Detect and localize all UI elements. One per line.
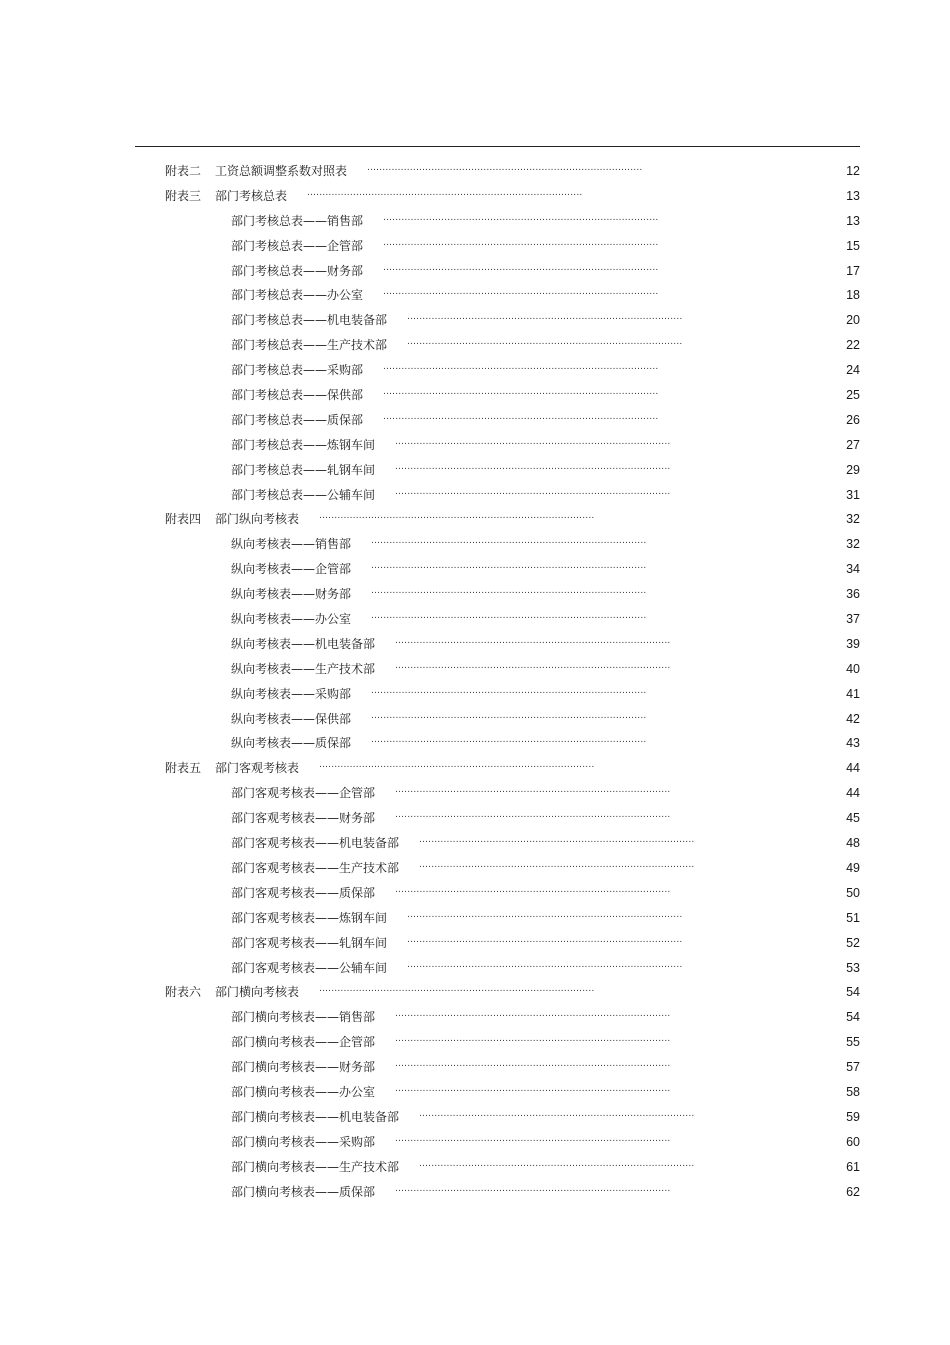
toc-entry-label (231, 1180, 375, 1205)
toc-entry-label (231, 931, 387, 956)
toc-leader-dots: .......................................................................................... (371, 611, 647, 622)
toc-entry-label (231, 1030, 375, 1055)
toc-leader-dots: .......................................................................................... (407, 959, 683, 970)
toc-leader-dots: .......................................................................................... (395, 884, 671, 895)
toc-leader-dots: .......................................................................................... (383, 411, 659, 422)
toc-leader-dots: .......................................................................................... (383, 387, 659, 398)
toc-entry-title: 部门考核总表——炼钢车间 (231, 437, 376, 452)
toc-entry-label (231, 209, 363, 234)
toc-entry-prefix: 附表二 (165, 164, 202, 178)
toc-leader-dots: .......................................................................................... (419, 859, 695, 870)
toc-entry-label (231, 1130, 375, 1155)
toc-leader-dots: .......................................................................................... (395, 810, 671, 821)
toc-page-number: 52 (846, 935, 860, 950)
toc-entry-title: 纵向考核表——质保部 (231, 736, 352, 751)
toc-page-number: 36 (846, 587, 860, 602)
toc-entry-label (231, 1105, 399, 1130)
toc-entry-label (231, 358, 363, 383)
toc-leader-dots: .......................................................................................... (395, 1059, 671, 1070)
toc-entry-title: 部门考核总表——轧钢车间 (231, 462, 376, 477)
toc-entry-title: 部门横向考核表——采购部 (231, 1134, 376, 1149)
toc-leader-dots: .......................................................................................... (383, 237, 659, 248)
toc-entry-label (231, 657, 375, 682)
toc-page-number: 43 (846, 736, 860, 751)
toc-leader-dots: .......................................................................................... (367, 163, 643, 173)
toc-entry-title: 部门考核总表——财务部 (231, 263, 364, 278)
toc-leader-dots: .......................................................................................... (395, 660, 671, 671)
toc-entry-label (231, 682, 351, 707)
toc-leader-dots: .......................................................................................... (371, 710, 647, 721)
toc-entry-label (165, 507, 299, 532)
toc-leader-dots: .......................................................................................... (395, 635, 671, 646)
toc-entry-label (231, 308, 387, 333)
toc-entry-label (231, 433, 375, 458)
toc-entry-label (231, 1055, 375, 1080)
toc-leader-dots: .......................................................................................... (319, 511, 595, 522)
toc-leader-dots: .......................................................................................... (419, 1158, 695, 1169)
toc-page-number: 37 (846, 612, 860, 627)
toc-leader-dots: .......................................................................................... (383, 212, 659, 223)
toc-page-number: 13 (846, 213, 860, 228)
toc-entry-title: 部门考核总表——保供部 (231, 388, 364, 403)
toc-entry-label (231, 532, 351, 557)
toc-entry-title: 部门考核总表——质保部 (231, 412, 364, 427)
toc-page-number: 41 (846, 686, 860, 701)
toc-page-number: 44 (846, 786, 860, 801)
toc-entry-title: 部门横向考核表——财务部 (231, 1060, 376, 1075)
toc-page-number: 29 (846, 462, 860, 477)
toc-entry-title: 部门考核总表——采购部 (231, 363, 364, 378)
toc-entry-title: 部门客观考核表 (215, 761, 300, 776)
toc-entry-title: 部门横向考核表——销售部 (231, 1010, 376, 1025)
toc-entry-title: 纵向考核表——财务部 (231, 587, 352, 602)
toc-leader-dots: .......................................................................................... (395, 1034, 671, 1045)
toc-leader-dots: .......................................................................................... (407, 934, 683, 945)
toc-leader-dots: .......................................................................................... (371, 735, 647, 746)
toc-leader-dots: .......................................................................................... (383, 262, 659, 273)
toc-leader-dots: .......................................................................................... (395, 1083, 671, 1094)
toc-entry-title: 部门客观考核表——机电装备部 (231, 836, 400, 851)
toc-entry-label (231, 234, 363, 259)
toc-subentry[interactable] (0, 1180, 950, 1205)
toc-leader-dots: .......................................................................................... (319, 760, 595, 771)
toc-leader-dots: .......................................................................................... (395, 1009, 671, 1020)
toc-entry-title: 部门考核总表——机电装备部 (231, 313, 388, 328)
toc-entry-title: 部门考核总表——销售部 (231, 213, 364, 228)
toc-entry-title: 部门考核总表——公辅车间 (231, 487, 376, 502)
toc-page-number: 45 (846, 811, 860, 826)
toc-entry-title: 纵向考核表——机电装备部 (231, 636, 376, 651)
toc-leader-dots: .......................................................................................... (371, 561, 647, 572)
toc-entry-title: 纵向考核表——采购部 (231, 686, 352, 701)
toc-page-number: 20 (846, 313, 860, 328)
toc-page-number: 54 (846, 1010, 860, 1025)
toc-entry-label (231, 1080, 375, 1105)
toc-page-number: 49 (846, 860, 860, 875)
toc-leader-dots: .......................................................................................... (395, 461, 671, 472)
toc-leader-dots: .......................................................................................... (395, 436, 671, 447)
toc-leader-dots: .......................................................................................... (395, 486, 671, 497)
toc-entry-title: 工资总额调整系数对照表 (215, 164, 348, 178)
toc-page-number: 15 (846, 238, 860, 253)
toc-entry-title: 纵向考核表——生产技术部 (231, 661, 376, 676)
toc-entry-title: 部门客观考核表——财务部 (231, 811, 376, 826)
toc-entry-label (231, 259, 363, 284)
toc-page-number: 26 (846, 412, 860, 427)
toc-entry-label (231, 582, 351, 607)
toc-entry-label (231, 806, 375, 831)
toc-entry-label (231, 283, 363, 308)
toc-entry-title: 部门横向考核表 (215, 985, 300, 1000)
toc-entry-label (231, 707, 351, 732)
toc-entry-label (231, 607, 351, 632)
toc-entry-label (231, 632, 375, 657)
toc-leader-dots: .......................................................................................... (407, 909, 683, 920)
toc-entry-title: 纵向考核表——企管部 (231, 562, 352, 577)
toc-page-number: 50 (846, 885, 860, 900)
toc-entry-title: 部门客观考核表——公辅车间 (231, 960, 388, 975)
toc-page-number: 25 (846, 388, 860, 403)
toc-leader-dots: .......................................................................................... (419, 1108, 695, 1119)
toc-entry-prefix: 附表六 (165, 985, 202, 1000)
toc-leader-dots: .......................................................................................... (407, 337, 683, 348)
toc-entry-label (231, 408, 363, 433)
toc-entry-label (231, 333, 387, 358)
toc-page-number: 44 (846, 761, 860, 776)
toc-page-number: 57 (846, 1060, 860, 1075)
toc-page-number: 60 (846, 1134, 860, 1149)
toc-page-number: 39 (846, 636, 860, 651)
toc-leader-dots: .......................................................................................... (371, 685, 647, 696)
toc-entry-label (231, 1155, 399, 1180)
toc-page-number: 61 (846, 1159, 860, 1174)
toc-leader-dots: .......................................................................................... (371, 536, 647, 547)
toc-entry-title: 部门客观考核表——质保部 (231, 885, 376, 900)
toc-entry-title: 部门横向考核表——企管部 (231, 1035, 376, 1050)
toc-entry-label (231, 781, 375, 806)
toc-entry-title: 纵向考核表——销售部 (231, 537, 352, 552)
header-rule (135, 146, 860, 147)
toc-leader-dots: .......................................................................................... (319, 984, 595, 995)
toc-leader-dots: .......................................................................................... (407, 312, 683, 323)
toc-entry-title: 部门考核总表——企管部 (231, 238, 364, 253)
toc-page-number: 27 (846, 437, 860, 452)
toc-entry-label (165, 184, 287, 209)
toc-entry-label (231, 856, 399, 881)
toc-page-number: 54 (846, 985, 860, 1000)
toc-entry-title: 部门考核总表 (215, 188, 288, 203)
toc-page-number: 58 (846, 1084, 860, 1099)
toc-leader-dots: .......................................................................................... (371, 586, 647, 597)
toc-page-number: 62 (846, 1184, 860, 1199)
toc-leader-dots: .......................................................................................... (395, 1133, 671, 1144)
toc-page-number: 32 (846, 512, 860, 527)
toc-entry-prefix: 附表三 (165, 188, 202, 203)
toc-entry-prefix: 附表五 (165, 761, 202, 776)
toc-entry-title: 部门纵向考核表 (215, 512, 300, 527)
toc-page-number: 34 (846, 562, 860, 577)
table-of-contents (0, 159, 950, 1204)
toc-entry-label (231, 458, 375, 483)
toc-page-number: 53 (846, 960, 860, 975)
toc-leader-dots: .......................................................................................... (307, 187, 583, 198)
toc-entry-title: 部门横向考核表——机电装备部 (231, 1109, 400, 1124)
toc-entry-title: 部门横向考核表——办公室 (231, 1084, 376, 1099)
toc-page-number: 31 (846, 487, 860, 502)
toc-entry-label (165, 756, 299, 781)
toc-entry-title: 部门客观考核表——炼钢车间 (231, 910, 388, 925)
toc-page-number: 32 (846, 537, 860, 552)
toc-entry-title: 部门客观考核表——生产技术部 (231, 860, 400, 875)
toc-page-number: 42 (846, 711, 860, 726)
toc-entry-prefix: 附表四 (165, 512, 202, 527)
toc-entry-label (231, 906, 387, 931)
toc-page-number: 51 (846, 910, 860, 925)
toc-entry-title: 部门客观考核表——轧钢车间 (231, 935, 388, 950)
toc-entry-label (231, 831, 399, 856)
toc-page-number: 18 (846, 288, 860, 303)
toc-leader-dots: .......................................................................................... (395, 785, 671, 796)
toc-page-number: 24 (846, 363, 860, 378)
toc-leader-dots: .......................................................................................... (383, 287, 659, 298)
toc-page-number: 13 (846, 188, 860, 203)
toc-entry-label (231, 557, 351, 582)
toc-page-number: 12 (846, 164, 860, 178)
toc-page-number: 59 (846, 1109, 860, 1124)
toc-entry-label (231, 1005, 375, 1030)
toc-page-number: 17 (846, 263, 860, 278)
toc-page-number: 22 (846, 338, 860, 353)
toc-page-number: 55 (846, 1035, 860, 1050)
toc-entry-title: 部门考核总表——生产技术部 (231, 338, 388, 353)
toc-entry-title: 部门横向考核表——质保部 (231, 1184, 376, 1199)
toc-page-number: 40 (846, 661, 860, 676)
toc-entry-title: 纵向考核表——办公室 (231, 612, 352, 627)
toc-entry-title: 部门考核总表——办公室 (231, 288, 364, 303)
toc-entry-label (165, 980, 299, 1005)
toc-entry-label (231, 881, 375, 906)
toc-entry-title: 纵向考核表——保供部 (231, 711, 352, 726)
toc-leader-dots: .......................................................................................... (383, 362, 659, 373)
toc-leader-dots: .......................................................................................... (395, 1183, 671, 1194)
toc-leader-dots: .......................................................................................... (419, 835, 695, 846)
toc-entry-title: 部门客观考核表——企管部 (231, 786, 376, 801)
toc-entry-title: 部门横向考核表——生产技术部 (231, 1159, 400, 1174)
toc-entry-label (231, 383, 363, 408)
toc-page-number: 48 (846, 836, 860, 851)
